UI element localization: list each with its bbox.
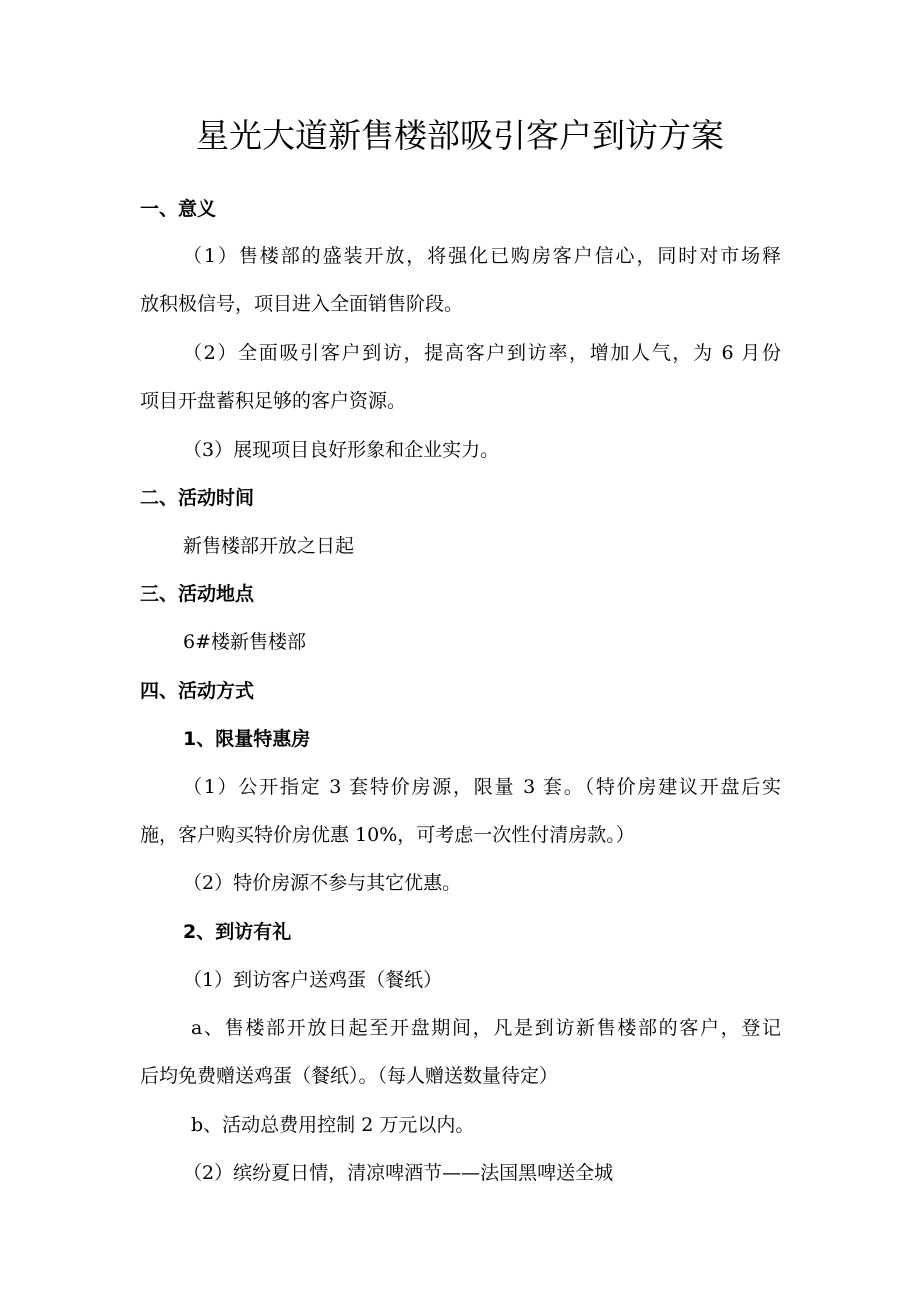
paragraph-line: （1）售楼部的盛装开放，将强化已购房客户信心，同时对市场释: [183, 245, 781, 267]
paragraph-line: （3）展现项目良好形象和企业实力。: [183, 439, 500, 461]
subsection-heading-special-offer: 1、限量特惠房: [183, 728, 311, 750]
paragraph-line: b、活动总费用控制 2 万元以内。: [191, 1114, 475, 1136]
section-heading-time: 二、活动时间: [140, 487, 255, 509]
list-item: （2）缤纷夏日情，清凉啤酒节——法国黑啤送全城: [183, 1162, 614, 1184]
section-heading-significance: 一、意义: [140, 198, 217, 220]
subsection-heading-visit-gift: 2、到访有礼: [183, 921, 292, 943]
section-text-location: 6#楼新售楼部: [183, 631, 307, 653]
section-text-time: 新售楼部开放之日起: [183, 535, 355, 557]
page-title: 星光大道新售楼部吸引客户到访方案: [196, 116, 724, 155]
section-heading-method: 四、活动方式: [140, 680, 255, 702]
paragraph-line: （2）全面吸引客户到访，提高客户到访率，增加人气，为 6 月份: [183, 342, 781, 364]
paragraph-line: （1）公开指定 3 套特价房源，限量 3 套。（特价房建议开盘后实: [183, 776, 781, 798]
paragraph-line: 施，客户购买特价房优惠 10%，可考虑一次性付清房款。）: [140, 824, 635, 846]
paragraph-line: （2）特价房源不参与其它优惠。: [183, 872, 462, 894]
list-item: （1）到访客户送鸡蛋（餐纸）: [183, 969, 443, 991]
paragraph-line: a、售楼部开放日起至开盘期间，凡是到访新售楼部的客户，登记: [191, 1017, 781, 1039]
paragraph-line: 后均免费赠送鸡蛋（餐纸）。（每人赠送数量待定）: [140, 1065, 559, 1087]
section-heading-location: 三、活动地点: [140, 583, 255, 605]
paragraph-line: 项目开盘蓄积足够的客户资源。: [140, 390, 407, 412]
paragraph-line: 放积极信号，项目进入全面销售阶段。: [140, 293, 464, 315]
